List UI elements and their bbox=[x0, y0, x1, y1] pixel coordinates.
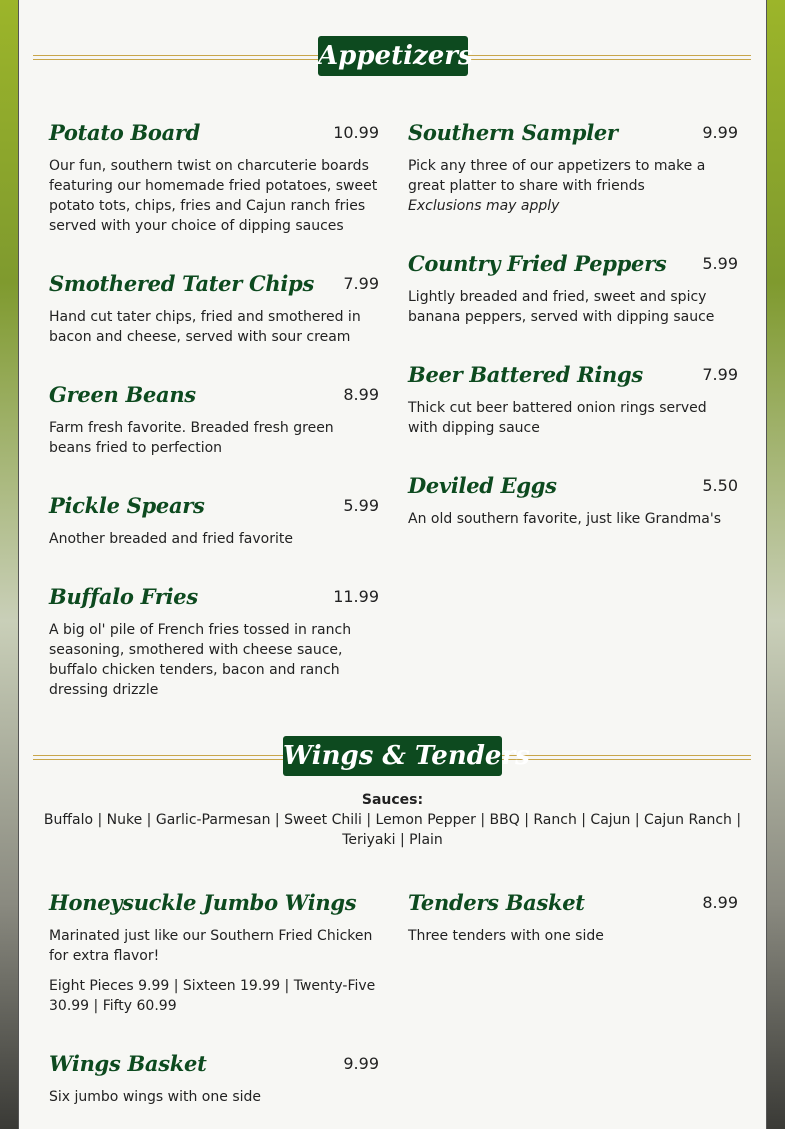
item-name: Pickle Spears bbox=[49, 493, 205, 518]
item-name: Smothered Tater Chips bbox=[49, 271, 314, 296]
item-description: Six jumbo wings with one side bbox=[49, 1089, 261, 1105]
item-price: 10.99 bbox=[333, 123, 379, 142]
item-price: 5.99 bbox=[702, 254, 738, 273]
item-description-text: Pick any three of our appetizers to make a great platter to share with friends bbox=[408, 158, 706, 194]
item-name: Honeysuckle Jumbo Wings bbox=[49, 890, 357, 915]
item-description: Three tenders with one side bbox=[408, 928, 604, 944]
item-price: 11.99 bbox=[333, 587, 379, 606]
item-price: 7.99 bbox=[343, 274, 379, 293]
item-name: Potato Board bbox=[49, 120, 201, 145]
item-price: 8.99 bbox=[343, 385, 379, 404]
item-price: 5.50 bbox=[702, 476, 738, 495]
item-description: Thick cut beer battered onion rings served with dipping sauce bbox=[408, 400, 707, 436]
item-description: Farm fresh favorite. Breaded fresh green beans fried to perfection bbox=[49, 420, 334, 456]
item-note: Exclusions may apply bbox=[408, 198, 560, 214]
wings-title: Wings & Tenders bbox=[283, 736, 502, 776]
appetizers-title: Appetizers bbox=[318, 36, 468, 76]
item-name: Country Fried Peppers bbox=[408, 251, 667, 276]
item-price: 7.99 bbox=[702, 365, 738, 384]
item-name: Deviled Eggs bbox=[408, 473, 557, 498]
item-description: An old southern favorite, just like Grandma's bbox=[408, 511, 721, 527]
item-description: A big ol' pile of French fries tossed in ranch seasoning, smothered with cheese sauce, buffalo chicken tenders, bacon and ranch dressing drizzle bbox=[49, 622, 352, 698]
item-price: 9.99 bbox=[343, 1054, 379, 1073]
item-pricing: Eight Pieces 9.99 | Sixteen 19.99 | Twenty-Five 30.99 | Fifty 60.99 bbox=[49, 978, 376, 1014]
item-description bbox=[49, 926, 379, 1016]
item-description: Lightly breaded and fried, sweet and spicy banana peppers, served with dipping sauce bbox=[408, 289, 715, 325]
appetizers-header bbox=[33, 36, 751, 78]
wings-header bbox=[33, 736, 751, 778]
item-price: 8.99 bbox=[702, 893, 738, 912]
item-description: Our fun, southern twist on charcuterie boards featuring our homemade fried potatoes, sweet potato tots, chips, fries and Cajun ranch fries served with your choice of dipping sauces bbox=[49, 158, 378, 234]
item-name: Wings Basket bbox=[49, 1051, 207, 1076]
sauces-list: Buffalo | Nuke | Garlic-Parmesan | Sweet Chili | Lemon Pepper | BBQ | Ranch | Cajun | Cajun Ranch | Teriyaki | Plain bbox=[43, 812, 742, 848]
item-description-text: Marinated just like our Southern Fried Chicken for extra flavor! bbox=[49, 928, 373, 964]
item-name: Buffalo Fries bbox=[49, 584, 198, 609]
sauces-title: Sauces: bbox=[361, 792, 424, 808]
item-name: Green Beans bbox=[49, 382, 196, 407]
item-price: 9.99 bbox=[702, 123, 738, 142]
item-description: Another breaded and fried favorite bbox=[49, 531, 293, 547]
item-description bbox=[408, 156, 738, 216]
sauces-block bbox=[18, 790, 767, 850]
item-price: 5.99 bbox=[343, 496, 379, 515]
item-description: Hand cut tater chips, fried and smothered in bacon and cheese, served with sour cream bbox=[49, 309, 361, 345]
item-name: Tenders Basket bbox=[408, 890, 585, 915]
item-name: Southern Sampler bbox=[408, 120, 618, 145]
item-name: Beer Battered Rings bbox=[408, 362, 643, 387]
